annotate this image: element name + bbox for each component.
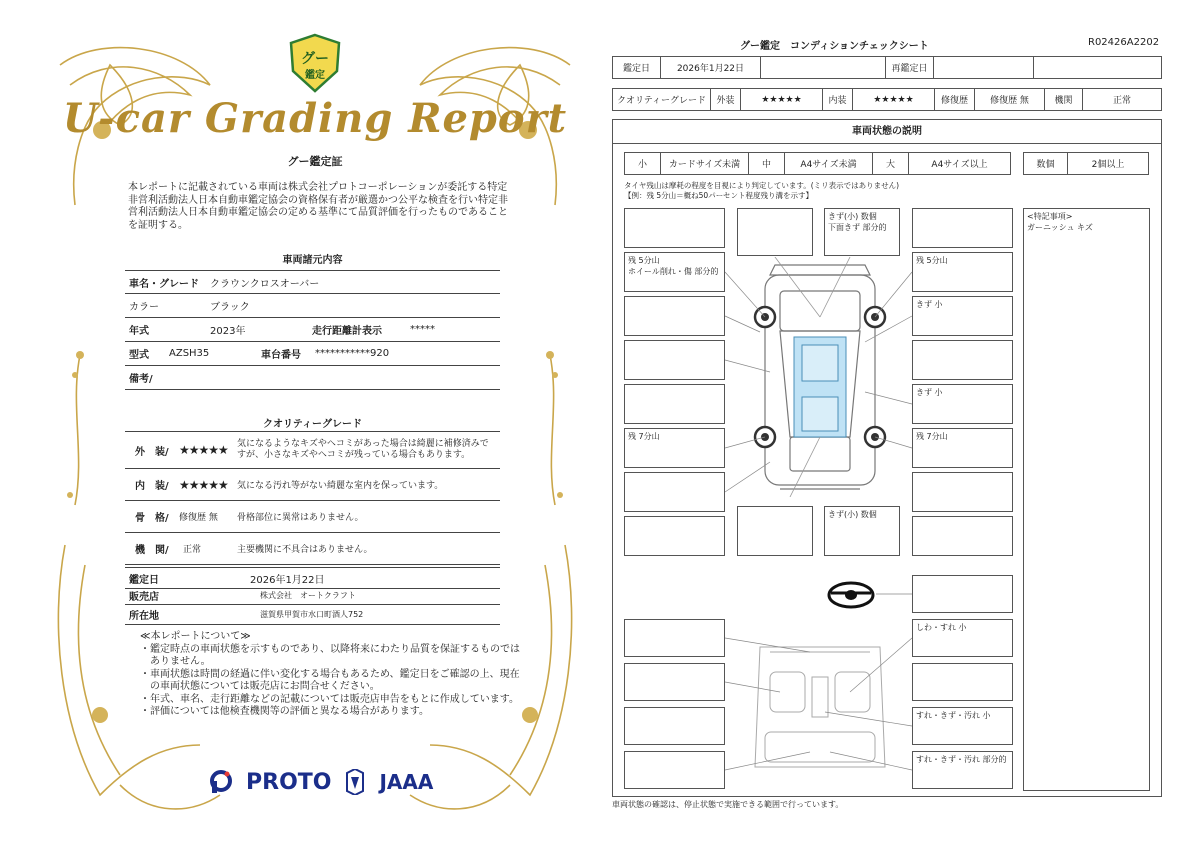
frame-label: 骨 格/ <box>135 513 169 524</box>
model-value: AZSH35 <box>169 348 210 359</box>
grade-row-exterior <box>125 431 500 469</box>
tire-note-1: タイヤ残山は摩耗の程度を目視により判定しています。(ミリ表示ではありません) <box>624 181 900 190</box>
repair-value: 修復歴 無 <box>975 89 1045 111</box>
size-large-desc: A4サイズ以上 <box>909 153 1011 175</box>
quality-heading: クオリティーグレード <box>263 419 362 430</box>
sheet-title: グー鑑定 コンディションチェックシート <box>740 41 929 52</box>
dealer-label: 販売店 <box>129 592 159 603</box>
box-text: 残 7分山 <box>628 432 660 441</box>
box-text: きず 小 <box>916 300 943 309</box>
date-row <box>125 567 500 589</box>
exterior-stars: ★★★★★ <box>179 443 228 457</box>
exterior-text: 気になるようなキズやヘコミがあった場合は綺麗に補修済みですが、小さなキズやヘコミが残っている場合もあります。 <box>237 439 489 460</box>
special-notes-title: <特記事項> <box>1027 212 1073 221</box>
name-label: 車名・グレード <box>129 278 199 290</box>
model-label: 型式 <box>129 350 149 361</box>
ext-stars: ★★★★★ <box>741 89 823 111</box>
box-text: 残 5分山 <box>916 256 948 265</box>
box-text: すれ・きず・汚れ 部分的 <box>916 755 1007 764</box>
dealer-value: 株式会社 オートクラフト <box>260 591 356 600</box>
ext-label: 外装 <box>711 89 741 111</box>
engine-value: 正常 <box>1083 89 1162 111</box>
size-small: 小 <box>625 153 661 175</box>
size-mid-desc: A4サイズ未満 <box>785 153 873 175</box>
engine-label: 機関 <box>1045 89 1083 111</box>
note-item: ・評価については他検査機関等の評価と異なる場合があります。 <box>140 706 429 717</box>
color-value: ブラック <box>210 302 250 313</box>
address-label: 所在地 <box>129 611 159 622</box>
jaaa-logo-icon <box>345 769 365 795</box>
note-item: ・鑑定時点の車両状態を示すものであり、以降将来にわたり品質を保証するものではありません。 <box>140 643 520 667</box>
condition-check-sheet <box>610 32 1165 812</box>
dealer-row <box>125 587 500 605</box>
address-value: 滋賀県甲賀市水口町酒人752 <box>260 610 364 619</box>
svg-text:鑑定: 鑑定 <box>305 70 325 81</box>
mileage-value: ***** <box>410 324 435 335</box>
spec-row-year <box>125 318 500 342</box>
spec-heading: 車両諸元内容 <box>282 255 343 266</box>
date-label: 鑑定日 <box>613 57 661 79</box>
box-text: きず(小) 数個 下面きず 部分的 <box>828 212 887 232</box>
special-notes-text: ガーニッシュ キズ <box>1027 223 1093 232</box>
report-title: U-car Grading Report <box>62 95 568 142</box>
logo-bar <box>210 767 433 797</box>
tire-note-2: 【例：残 5分山＝概ね50パーセント程度残り溝を示す】 <box>624 191 814 200</box>
connector-lines <box>610 32 1165 812</box>
proto-logo-icon <box>210 770 232 794</box>
note-item: ・車両状態は時間の経過に伴い変化する場合もあるため、鑑定日をご確認の上、現在の車両状態については販売店にお問合せください。 <box>140 668 520 692</box>
grading-certificate <box>40 25 590 825</box>
engine-label: 機 関/ <box>135 545 169 556</box>
box-text: きず(小) 数個 <box>828 510 877 519</box>
color-label: カラー <box>129 302 159 313</box>
remarks-label: 備考/ <box>129 374 153 385</box>
frame-text: 骨格部位に異常はありません。 <box>237 513 364 523</box>
report-number: R02426A2202 <box>1088 37 1160 48</box>
interior-label: 内 装/ <box>135 481 169 492</box>
certificate-text: 本レポートに記載されている車両は株式会社プロトコーポレーションが委託する特定非営利活動法人日本自動車鑑定協会の資格保有者が厳選かつ公平な検査を行い特定非営利活動法人日本自動車鑑定協会の定める基準にて品質評価を行ったものであることを証明する。 <box>128 182 508 231</box>
size-small-desc: カードサイズ未満 <box>661 153 749 175</box>
report-notes <box>140 631 520 719</box>
size-mid: 中 <box>749 153 785 175</box>
address-row <box>125 605 500 625</box>
notes-heading: ≪本レポートについて≫ <box>140 631 251 642</box>
mileage-label: 走行距離計表示 <box>312 326 382 337</box>
box-text: すれ・きず・汚れ 小 <box>916 711 991 720</box>
interior-stars: ★★★★★ <box>179 477 228 492</box>
date-value: 2026年1月22日 <box>661 57 761 79</box>
grade-row-engine <box>125 533 500 565</box>
count-desc: 2個以上 <box>1068 153 1149 175</box>
box-text: 残 5分山 ホイール削れ・傷 部分的 <box>628 256 719 276</box>
int-label: 内装 <box>823 89 853 111</box>
engine-value: 正常 <box>183 545 202 555</box>
box-text: 残 7分山 <box>916 432 948 441</box>
count-label: 数個 <box>1024 153 1068 175</box>
interior-text: 気になる汚れ等がない綺麗な室内を保っています。 <box>237 481 444 491</box>
chassis-label: 車台番号 <box>261 350 301 361</box>
year-label: 年式 <box>129 326 149 337</box>
spec-row-color <box>125 294 500 318</box>
repair-label: 修復歴 <box>935 89 975 111</box>
size-large: 大 <box>873 153 909 175</box>
svg-text:グー: グー <box>301 51 329 67</box>
frame-value: 修復歴 無 <box>179 513 218 523</box>
sheet-footer: 車両状態の確認は、停止状態で実施できる範囲で行っています。 <box>612 800 844 809</box>
engine-text: 主要機関に不具合はありません。 <box>237 545 373 555</box>
certificate-heading: グー鑑定証 <box>287 155 343 168</box>
proto-logo-text: PROTO <box>246 769 332 795</box>
explanation-title: 車両状態の説明 <box>612 119 1162 144</box>
int-stars: ★★★★★ <box>853 89 935 111</box>
chassis-value: ***********920 <box>315 348 390 359</box>
redate-label: 再鑑定日 <box>886 57 934 79</box>
date-label: 鑑定日 <box>129 574 159 586</box>
spec-row-model <box>125 342 500 366</box>
goo-kantei-badge-icon <box>287 33 343 93</box>
box-text: しわ・すれ 小 <box>916 623 967 632</box>
grade-label: クオリティーグレード <box>613 89 711 111</box>
spec-row-remarks <box>125 366 500 390</box>
jaaa-logo-text: JAAA <box>379 770 434 794</box>
box-text: きず 小 <box>916 388 943 397</box>
date-value: 2026年1月22日 <box>250 574 325 586</box>
note-item: ・年式、車名、走行距離などの記載については販売店申告をもとに作成しています。 <box>140 693 519 705</box>
grade-row-interior <box>125 469 500 501</box>
year-value: 2023年 <box>210 326 246 337</box>
spec-row-name <box>125 270 500 294</box>
name-value: クラウンクロスオーバー <box>210 278 320 290</box>
exterior-label: 外 装/ <box>135 446 169 458</box>
grade-row-frame <box>125 501 500 533</box>
